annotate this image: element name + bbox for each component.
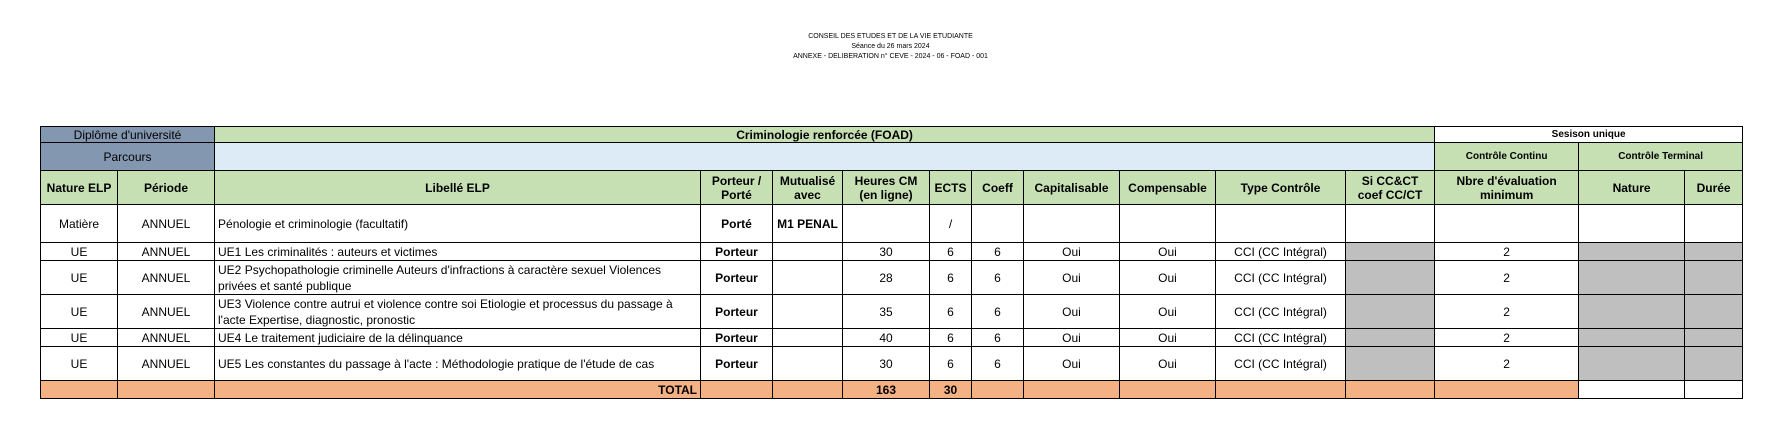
table-row (41, 347, 1743, 381)
cell-duree (1685, 243, 1743, 261)
cell-periode: ANNUEL (118, 329, 215, 347)
col-nature: Nature ELP (41, 171, 118, 205)
cell-type: CCI (CC Intégral) (1216, 347, 1346, 381)
header-council: CONSEIL DES ETUDES ET DE LA VIE ETUDIANTE (808, 33, 973, 40)
cell-nature: UE (41, 329, 118, 347)
cell-coeff (972, 205, 1024, 243)
cell-libelle: UE4 Le traitement judiciaire de la délinquance (215, 329, 701, 347)
cell-nature: Matière (41, 205, 118, 243)
cell-compensable: Oui (1120, 295, 1216, 329)
total-cell-8 (972, 381, 1024, 399)
cell-duree (1685, 261, 1743, 295)
cell-periode: ANNUEL (118, 261, 215, 295)
cell-nbre: 2 (1435, 295, 1579, 329)
cell-mutualise (773, 261, 843, 295)
cell-duree (1685, 205, 1743, 243)
col-duree: Durée (1685, 171, 1743, 205)
cell-nature-terminal (1579, 261, 1685, 295)
cell-mutualise (773, 295, 843, 329)
total-cell-11 (1216, 381, 1346, 399)
table-row-total (41, 381, 1743, 399)
cell-mutualise (773, 347, 843, 381)
cell-sicc (1346, 205, 1435, 243)
cell-nature-terminal (1579, 205, 1685, 243)
cell-type: CCI (CC Intégral) (1216, 261, 1346, 295)
cell-duree (1685, 329, 1743, 347)
cell-sicc (1346, 347, 1435, 381)
total-cell-9 (1024, 381, 1120, 399)
cell-ects: 6 (930, 329, 972, 347)
cell-nature-terminal (1579, 243, 1685, 261)
table-row-matiere (41, 205, 1743, 243)
cell-mutualise (773, 329, 843, 347)
cell-duree (1685, 347, 1743, 381)
cell-compensable: Oui (1120, 329, 1216, 347)
cell-heures: 30 (843, 243, 930, 261)
col-sicc: Si CC&CT coef CC/CT (1346, 171, 1435, 205)
table-row (41, 261, 1743, 295)
total-cell-12 (1346, 381, 1435, 399)
table-row (41, 329, 1743, 347)
total-cell-13 (1435, 381, 1579, 399)
cell-libelle: UE3 Violence contre autrui et violence contre soi Etiologie et processus du passage à l'acte Expertise, diagnostic, pronostic (215, 295, 701, 329)
cell-ects: 6 (930, 347, 972, 381)
cell-capitalisable: Oui (1024, 261, 1120, 295)
total-cell-14 (1579, 381, 1685, 399)
cell-heures (843, 205, 930, 243)
cell-nbre: 2 (1435, 261, 1579, 295)
header-session-date: Séance du 26 mars 2024 (851, 43, 930, 50)
cell-type: CCI (CC Intégral) (1216, 243, 1346, 261)
cell-heures: 35 (843, 295, 930, 329)
total-label: TOTAL (215, 381, 701, 399)
cell-nature-terminal (1579, 347, 1685, 381)
total-cell-2 (118, 381, 215, 399)
cell-sicc (1346, 295, 1435, 329)
cell-nbre (1435, 205, 1579, 243)
cell-ects: 6 (930, 295, 972, 329)
cell-duree (1685, 295, 1743, 329)
session-label: Sesison unique (1435, 127, 1743, 143)
cell-capitalisable: Oui (1024, 243, 1120, 261)
cell-nature-terminal (1579, 295, 1685, 329)
cell-mutualise (773, 243, 843, 261)
col-libelle: Libellé ELP (215, 171, 701, 205)
cell-capitalisable (1024, 205, 1120, 243)
cell-coeff: 6 (972, 261, 1024, 295)
cell-capitalisable: Oui (1024, 347, 1120, 381)
controle-continu-label: Contrôle Continu (1435, 143, 1579, 171)
total-heures: 163 (843, 381, 930, 399)
cell-sicc (1346, 329, 1435, 347)
cell-nbre: 2 (1435, 329, 1579, 347)
cell-nature-terminal (1579, 329, 1685, 347)
total-cell-5 (773, 381, 843, 399)
cell-ects: 6 (930, 261, 972, 295)
cell-sicc (1346, 261, 1435, 295)
cell-porteur: Porté (701, 205, 773, 243)
cell-nbre: 2 (1435, 347, 1579, 381)
cell-compensable: Oui (1120, 243, 1216, 261)
total-cell-1 (41, 381, 118, 399)
cell-compensable: Oui (1120, 261, 1216, 295)
cell-porteur: Porteur (701, 243, 773, 261)
parcours-label: Parcours (41, 143, 215, 171)
cell-compensable (1120, 205, 1216, 243)
cell-libelle: UE2 Psychopathologie criminelle Auteurs d'infractions à caractère sexuel Violences privées et santé publique (215, 261, 701, 295)
cell-ects: / (930, 205, 972, 243)
col-type: Type Contrôle (1216, 171, 1346, 205)
cell-mutualise: M1 PENAL (773, 205, 843, 243)
cell-coeff: 6 (972, 243, 1024, 261)
col-nbre: Nbre d'évaluation minimum (1435, 171, 1579, 205)
cell-porteur: Porteur (701, 329, 773, 347)
cell-heures: 28 (843, 261, 930, 295)
col-capitalisable: Capitalisable (1024, 171, 1120, 205)
col-heures: Heures CM (en ligne) (843, 171, 930, 205)
cell-compensable: Oui (1120, 347, 1216, 381)
total-ects: 30 (930, 381, 972, 399)
cell-porteur: Porteur (701, 347, 773, 381)
cell-periode: ANNUEL (118, 347, 215, 381)
col-ects: ECTS (930, 171, 972, 205)
cell-nbre: 2 (1435, 243, 1579, 261)
cell-coeff: 6 (972, 295, 1024, 329)
cell-capitalisable: Oui (1024, 329, 1120, 347)
cell-capitalisable: Oui (1024, 295, 1120, 329)
table-row (41, 295, 1743, 329)
document-header (0, 32, 1781, 62)
cell-nature: UE (41, 243, 118, 261)
cell-type (1216, 205, 1346, 243)
cell-porteur: Porteur (701, 261, 773, 295)
cell-heures: 30 (843, 347, 930, 381)
cell-periode: ANNUEL (118, 295, 215, 329)
diplome-value: Criminologie renforcée (FOAD) (215, 127, 1435, 143)
cell-ects: 6 (930, 243, 972, 261)
col-porteur: Porteur / Porté (701, 171, 773, 205)
cell-libelle: UE5 Les constantes du passage à l'acte : Méthodologie pratique de l'étude de cas (215, 347, 701, 381)
curriculum-table (40, 126, 1743, 399)
col-compensable: Compensable (1120, 171, 1216, 205)
total-cell-4 (701, 381, 773, 399)
cell-nature: UE (41, 347, 118, 381)
cell-nature: UE (41, 295, 118, 329)
cell-periode: ANNUEL (118, 243, 215, 261)
cell-type: CCI (CC Intégral) (1216, 295, 1346, 329)
col-periode: Période (118, 171, 215, 205)
cell-coeff: 6 (972, 329, 1024, 347)
cell-periode: ANNUEL (118, 205, 215, 243)
col-nature-terminal: Nature (1579, 171, 1685, 205)
controle-terminal-label: Contrôle Terminal (1579, 143, 1743, 171)
total-cell-15 (1685, 381, 1743, 399)
col-mutualise: Mutualisé avec (773, 171, 843, 205)
total-cell-10 (1120, 381, 1216, 399)
cell-coeff: 6 (972, 347, 1024, 381)
table-row (41, 243, 1743, 261)
col-coeff: Coeff (972, 171, 1024, 205)
cell-libelle: UE1 Les criminalités : auteurs et victimes (215, 243, 701, 261)
cell-nature: UE (41, 261, 118, 295)
cell-type: CCI (CC Intégral) (1216, 329, 1346, 347)
cell-heures: 40 (843, 329, 930, 347)
cell-sicc (1346, 243, 1435, 261)
parcours-value (215, 143, 1435, 171)
header-deliberation: ANNEXE - DELIBERATION n° CEVE - 2024 - 06 - FOAD - 001 (793, 53, 988, 60)
cell-libelle: Pénologie et criminologie (facultatif) (215, 205, 701, 243)
cell-porteur: Porteur (701, 295, 773, 329)
diplome-label: Diplôme d'université (41, 127, 215, 143)
